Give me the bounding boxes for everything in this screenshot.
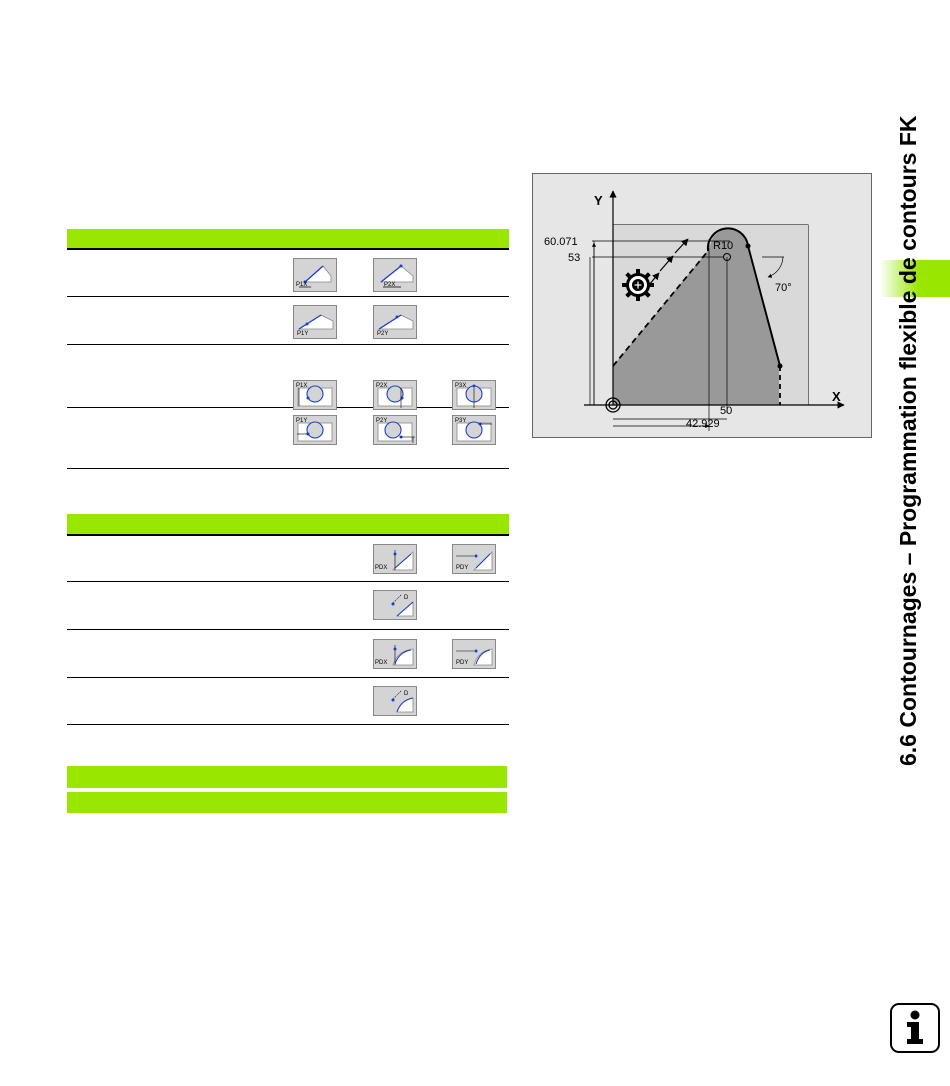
softkey-label: P3Y bbox=[455, 418, 467, 424]
softkey-p2y-circle bbox=[373, 415, 417, 449]
softkey-label: D bbox=[404, 691, 409, 697]
softkey-p3y-circle bbox=[452, 415, 496, 449]
table1-header bbox=[67, 229, 509, 248]
table2-row-divider bbox=[67, 629, 509, 630]
table1-row-divider bbox=[67, 296, 509, 297]
dim-x-50: 50 bbox=[720, 405, 733, 417]
softkey-pdy-arc bbox=[452, 639, 496, 673]
softkey-label: P2X bbox=[376, 383, 388, 389]
table4-header bbox=[67, 792, 507, 813]
softkey-p2x-circle bbox=[373, 380, 417, 414]
table1-row-divider bbox=[67, 407, 509, 408]
softkey-p1y-circle bbox=[293, 415, 337, 449]
softkey-p2x bbox=[373, 258, 417, 292]
info-icon bbox=[890, 1003, 940, 1053]
table1-header-rule bbox=[67, 248, 509, 250]
softkey-p1x-circle bbox=[293, 380, 337, 414]
softkey-pdx-arc bbox=[373, 639, 417, 673]
softkey-p1x bbox=[293, 258, 337, 292]
softkey-label: PDY bbox=[456, 565, 469, 571]
radius-label: R10 bbox=[713, 240, 734, 252]
angle-label: 70° bbox=[775, 282, 792, 294]
softkey-label: P2Y bbox=[376, 418, 388, 424]
table3-header bbox=[67, 766, 507, 788]
y-axis-label: Y bbox=[594, 193, 603, 208]
dim-y-53: 53 bbox=[568, 252, 581, 264]
softkey-label: P2Y bbox=[377, 331, 389, 337]
softkey-label: D bbox=[404, 595, 409, 601]
table1-row-divider bbox=[67, 468, 509, 469]
table2-row-divider bbox=[67, 724, 509, 725]
softkey-label: P1Y bbox=[296, 418, 308, 424]
softkey-label: P2X bbox=[384, 282, 396, 288]
softkey-label: PDX bbox=[375, 565, 388, 571]
softkey-p2y bbox=[373, 305, 417, 339]
softkey-pdx bbox=[373, 544, 417, 578]
section-title: 6.6 Contournages – Programmation flexible de contours FK bbox=[895, 115, 921, 766]
softkey-p3x-circle bbox=[452, 380, 496, 414]
softkey-distance-arc bbox=[373, 686, 417, 720]
softkey-p1y bbox=[293, 305, 337, 339]
table1-row-divider bbox=[67, 344, 509, 345]
table2-header-rule bbox=[67, 534, 509, 536]
softkey-label: P1Y bbox=[297, 331, 309, 337]
table2-row-divider bbox=[67, 581, 509, 582]
milling-tool-icon bbox=[622, 269, 654, 301]
dim-x-42-929: 42.929 bbox=[686, 418, 720, 430]
table2-header bbox=[67, 514, 509, 534]
softkey-label: P1X bbox=[296, 383, 308, 389]
softkey-distance-line bbox=[373, 590, 417, 624]
softkey-pdy bbox=[452, 544, 496, 578]
dim-y-60-071: 60.071 bbox=[544, 236, 578, 248]
table2-row-divider bbox=[67, 677, 509, 678]
contour-figure bbox=[532, 173, 872, 438]
softkey-label: P1X bbox=[296, 282, 308, 288]
softkey-label: PDY bbox=[456, 660, 469, 666]
x-axis-label: X bbox=[832, 389, 841, 404]
softkey-label: PDX bbox=[375, 660, 388, 666]
softkey-label: P3X bbox=[455, 383, 467, 389]
